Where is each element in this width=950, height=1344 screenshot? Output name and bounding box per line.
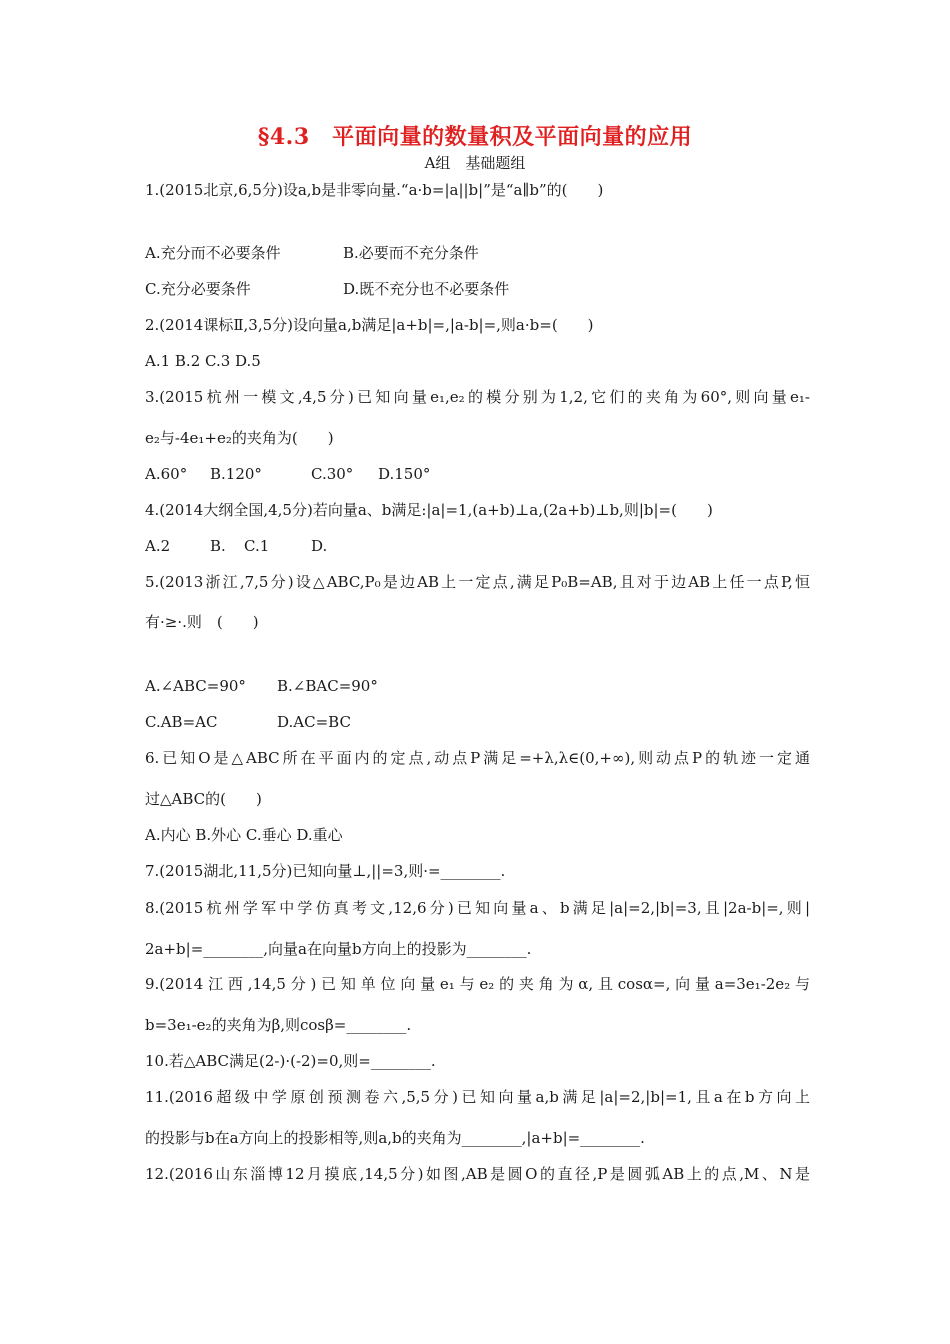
question-1-option-b: B.必要而不充分条件: [343, 244, 479, 262]
question-9-stem-line-1: 9.(2014江西,14,5分)已知单位向量e₁与e₂的夹角为α,且cosα=,向量a=3e₁-2e₂与: [145, 975, 810, 993]
question-6-stem-line-1: 6.已知O是△ABC所在平面内的定点,动点P满足=+λ,λ∈(0,+∞),则动点P的轨迹一定通: [145, 749, 810, 767]
question-3-option-a: A.60°: [145, 465, 188, 483]
question-4-option-a: A.2: [145, 537, 171, 555]
question-4-option-b: B.: [210, 537, 226, 555]
question-3-option-b: B.120°: [210, 465, 262, 483]
question-11-stem-line-2: 的投影与b在a方向上的投影相等,则a,b的夹角为________,|a+b|=________.: [145, 1129, 645, 1147]
question-3-stem-line-1: 3.(2015杭州一模文,4,5分)已知向量e₁,e₂的模分别为1,2,它们的夹角为60°,则向量e₁-: [145, 388, 810, 406]
question-3-option-c: C.30°: [311, 465, 354, 483]
question-9-stem-line-2: b=3e₁-e₂的夹角为β,则cosβ=________.: [145, 1016, 412, 1034]
question-5-stem-line-2: 有·≥·.则 ( ): [145, 613, 259, 631]
question-1-option-c: C.充分必要条件: [145, 280, 251, 298]
question-8-stem-line-2: 2a+b|=________,向量a在向量b方向上的投影为________.: [145, 940, 532, 958]
question-7-stem: 7.(2015湖北,11,5分)已知向量⊥,||=3,则·=________.: [145, 862, 506, 880]
question-4-option-d: D.: [311, 537, 328, 555]
question-11-stem-line-1: 11.(2016超级中学原创预测卷六,5,5分)已知向量a,b满足|a|=2,|b|=1,且a在b方向上: [145, 1088, 810, 1106]
question-12-stem: 12.(2016山东淄博12月摸底,14,5分)如图,AB是圆O的直径,P是圆弧AB上的点,M、N是: [145, 1165, 810, 1183]
question-6-stem-line-2: 过△ABC的( ): [145, 790, 262, 808]
question-1-stem: 1.(2015北京,6,5分)设a,b是非零向量.“a·b=|a||b|”是“a∥b”的( ): [145, 181, 604, 199]
question-5-option-b: B.∠BAC=90°: [277, 677, 378, 695]
question-2-stem: 2.(2014课标Ⅱ,3,5分)设向量a,b满足|a+b|=,|a-b|=,则a·b=( ): [145, 316, 594, 334]
section-title: §4.3 平面向量的数量积及平面向量的应用: [257, 124, 693, 150]
question-1-option-a: A.充分而不必要条件: [145, 244, 281, 262]
question-10-stem: 10.若△ABC满足(2-)·(-2)=0,则=________.: [145, 1052, 436, 1070]
question-5-option-a: A.∠ABC=90°: [145, 677, 246, 695]
question-6-options: A.内心 B.外心 C.垂心 D.重心: [145, 826, 343, 844]
question-5-stem-line-1: 5.(2013浙江,7,5分)设△ABC,P₀是边AB上一定点,满足P₀B=AB,且对于边AB上任一点P,恒: [145, 573, 810, 591]
question-5-option-c: C.AB=AC: [145, 713, 218, 731]
question-1-option-d: D.既不充分也不必要条件: [343, 280, 510, 298]
question-5-option-d: D.AC=BC: [277, 713, 351, 731]
question-2-options: A.1 B.2 C.3 D.5: [145, 352, 261, 370]
group-heading: A组 基础题组: [424, 154, 526, 172]
question-3-option-d: D.150°: [378, 465, 431, 483]
question-8-stem-line-1: 8.(2015杭州学军中学仿真考文,12,6分)已知向量a、b满足|a|=2,|b|=3,且|2a-b|=,则|: [145, 899, 810, 917]
question-4-stem: 4.(2014大纲全国,4,5分)若向量a、b满足:|a|=1,(a+b)⊥a,(2a+b)⊥b,则|b|=( ): [145, 501, 713, 519]
question-4-option-c: C.1: [244, 537, 270, 555]
question-3-stem-line-2: e₂与-4e₁+e₂的夹角为( ): [145, 429, 334, 447]
